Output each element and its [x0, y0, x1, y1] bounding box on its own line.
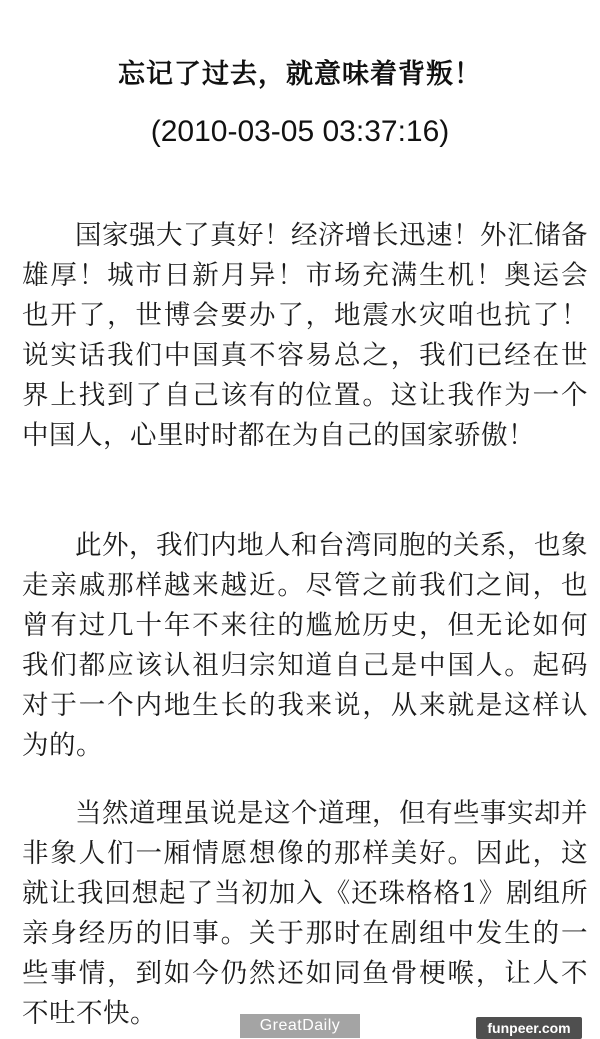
article-paragraph-3: 当然道理虽说是这个道理，但有些事实却并非象人们一厢情愿想像的那样美好。因此，这就让我回想起了当初加入《还珠格格1》剧组所亲身经历的旧事。关于那时在剧组中发生的一些事情，到如今仍然还如同鱼骨梗喉，让人不不吐不快。	[22, 798, 588, 1029]
funpeer-watermark: funpeer.com	[476, 1017, 582, 1039]
article-paragraph-2: 此外，我们内地人和台湾同胞的关系，也象走亲戚那样越来越近。尽管之前我们之间，也曾有过几十年不来往的尴尬历史，但无论如何我们都应该认祖归宗知道自己是中国人。起码对于一个内地生长的我来说，从来就是这样认为的。	[22, 530, 588, 761]
greatdaily-watermark: GreatDaily	[240, 1014, 360, 1038]
article-paragraph-1: 国家强大了真好！经济增长迅速！外汇储备雄厚！城市日新月异！市场充满生机！奥运会也开了，世博会要办了，地震水灾咱也抗了！说实话我们中国真不容易总之，我们已经在世界上找到了自己该有的位置。这让我作为一个中国人，心里时时都在为自己的国家骄傲！	[22, 220, 588, 451]
article-timestamp: (2010-03-05 03:37:16)	[150, 115, 450, 148]
article-title: 忘记了过去，就意味着背叛！	[118, 59, 482, 90]
